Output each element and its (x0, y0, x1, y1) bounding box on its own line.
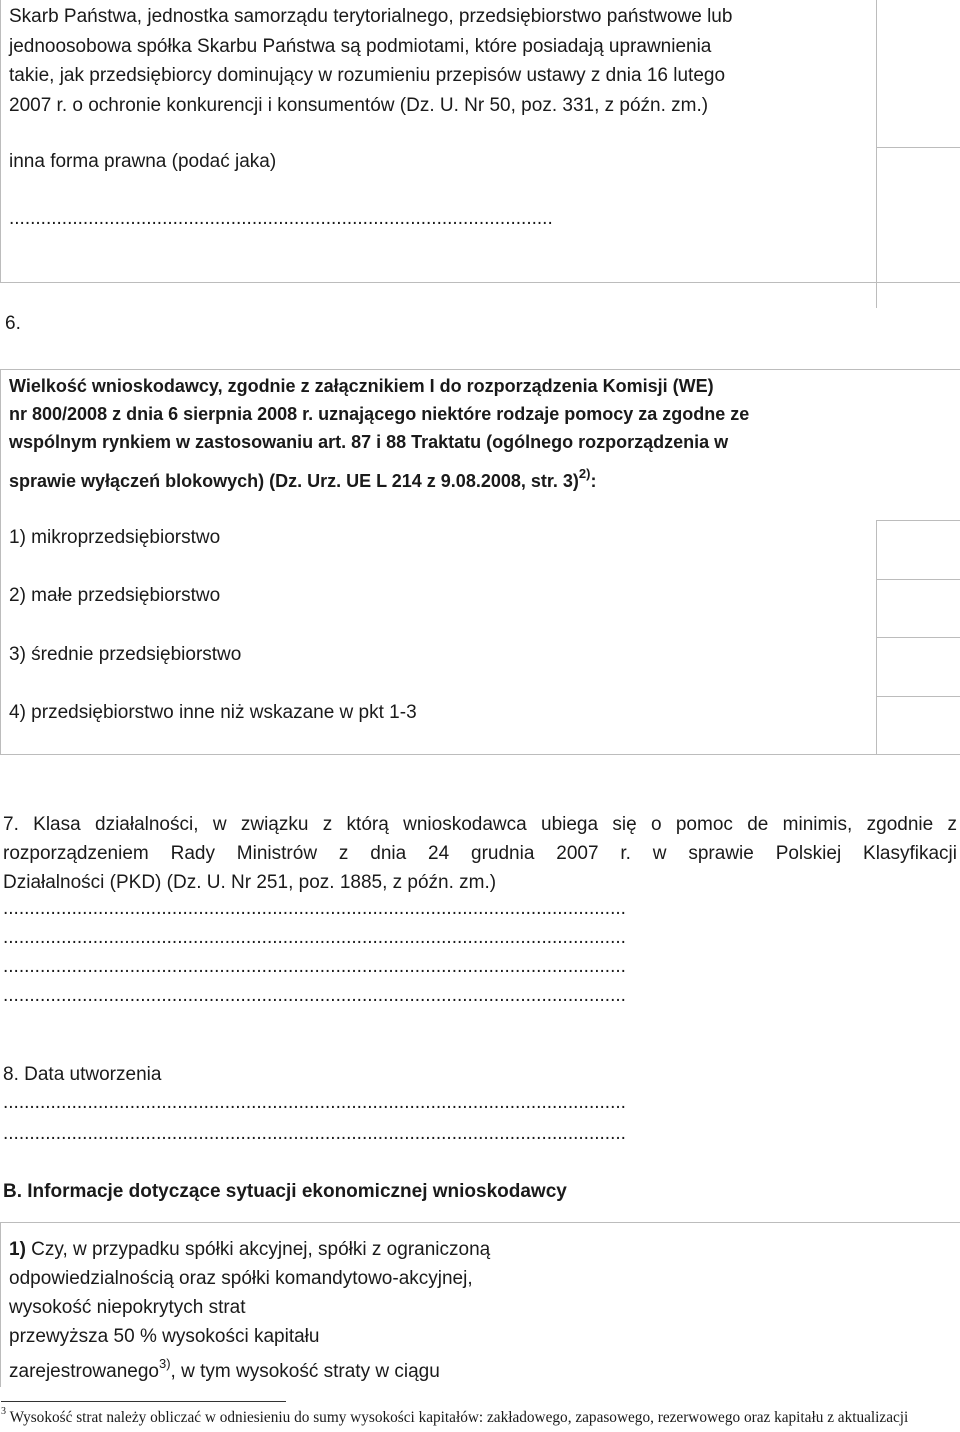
creation-date-input[interactable]: ...................................................................................................................... (3, 1123, 626, 1144)
section7-text-line: rozporządzeniem Rady Ministrów z dnia 24 grudnia 2007 r. w sprawie Polskiej Klasyfikacji (3, 843, 957, 864)
box6-top-border (0, 369, 960, 370)
section5-option-line: Skarb Państwa, jednostka samorządu terytorialnego, przedsiębiorstwo państwowe lub (9, 6, 733, 27)
question-1-first-line: 1) Czy, w przypadku spółki akcyjnej, spółki z ograniczoną (9, 1239, 491, 1260)
footnote-mark: 3 (1, 1405, 6, 1417)
footnote (1, 1405, 909, 1428)
section6-number: 6. (5, 313, 21, 334)
section6-heading-line: Wielkość wnioskodawcy, zgodnie z załącznikiem I do rozporządzenia Komisji (WE) (9, 376, 714, 396)
size-option-micro: 1) mikroprzedsiębiorstwo (9, 527, 221, 548)
size-option-other: 4) przedsiębiorstwo inne niż wskazane w pkt 1-3 (9, 702, 417, 723)
section5-option-line: takie, jak przedsiębiorcy dominujący w rozumieniu przepisów ustawy z dnia 16 lutego (9, 65, 726, 86)
size-option-medium: 3) średnie przedsiębiorstwo (9, 644, 242, 665)
section6-heading-line: wspólnym rynkiem w zastosowaniu art. 87 i 88 Traktatu (ogólnego rozporządzenia w (9, 432, 729, 452)
section7-text-line: 7. Klasa działalności, w związku z którą wnioskodawca ubiega się o pomoc de minimis, zgodnie z (3, 814, 957, 835)
footnote-ref-2: 2) (578, 466, 591, 481)
section5-option-line: 2007 r. o ochronie konkurencji i konsumentów (Dz. U. Nr 50, poz. 331, z późn. zm.) (9, 95, 709, 116)
checkbox-micro[interactable] (877, 521, 959, 578)
box5-left-border (0, 0, 1, 282)
other-form-label: inna forma prawna (podać jaka) (9, 151, 277, 172)
other-form-input[interactable]: ....................................................................................................... (9, 208, 553, 229)
footnote-ref-3: 3) (158, 1355, 171, 1371)
size-option-small: 2) małe przedsiębiorstwo (9, 585, 221, 606)
checkbox-state-entity[interactable] (877, 1, 959, 146)
checkbox-other-size[interactable] (877, 697, 959, 754)
checkbox-medium[interactable] (877, 638, 959, 695)
box6-left-border (0, 369, 1, 754)
section6-heading-last-line: sprawie wyłączeń blokowych) (Dz. Urz. UE L 214 z 9.08.2008, str. 3)$^{2)}$: (9, 466, 597, 491)
section-b-heading: B. Informacje dotyczące sytuacji ekonomicznej wnioskodawcy (3, 1181, 567, 1202)
question-1-last-line: zarejestrowanego$^{3)}$, w tym wysokość straty w ciągu (9, 1355, 440, 1382)
pkd-input-line[interactable]: ...................................................................................................................... (3, 985, 626, 1006)
question-1-line: odpowiedzialnością oraz spółki komandytowo-akcyjnej, (9, 1268, 473, 1289)
boxb-top-border (0, 1222, 960, 1223)
checkbox-other-form[interactable] (877, 148, 959, 281)
pkd-input-line[interactable]: ...................................................................................................................... (3, 927, 626, 948)
creation-date-input[interactable]: ...................................................................................................................... (3, 1092, 626, 1113)
section5-option-line: jednoosobowa spółka Skarbu Państwa są podmiotami, które posiadają uprawnienia (9, 36, 712, 57)
boxb-left-border (0, 1222, 1, 1387)
question-1-line: przewyższa 50 % wysokości kapitału (9, 1326, 320, 1347)
checkbox-small[interactable] (877, 580, 959, 636)
section7-text-line: Działalności (PKD) (Dz. U. Nr 251, poz. 1885, z późn. zm.) (3, 872, 497, 893)
footnote-separator (1, 1401, 286, 1402)
pkd-input-line[interactable]: ...................................................................................................................... (3, 898, 626, 919)
box6-bottom-border (0, 754, 960, 755)
creation-date-label: 8. Data utworzenia (3, 1064, 162, 1085)
pkd-input-line[interactable]: ...................................................................................................................... (3, 956, 626, 977)
footnote-text: Wysokość strat należy obliczać w odniesieniu do sumy wysokości kapitałów: zakładowego, zapasowego, rezerwowego oraz kapitału z aktualizacji (9, 1409, 909, 1426)
question-1-line: wysokość niepokrytych strat (9, 1297, 246, 1318)
section6-heading-line: nr 800/2008 z dnia 6 sierpnia 2008 r. uznającego niektóre rodzaje pomocy za zgodne ze (9, 404, 750, 424)
box5-divider-tail (876, 283, 877, 308)
box5-bottom-border (0, 282, 960, 283)
